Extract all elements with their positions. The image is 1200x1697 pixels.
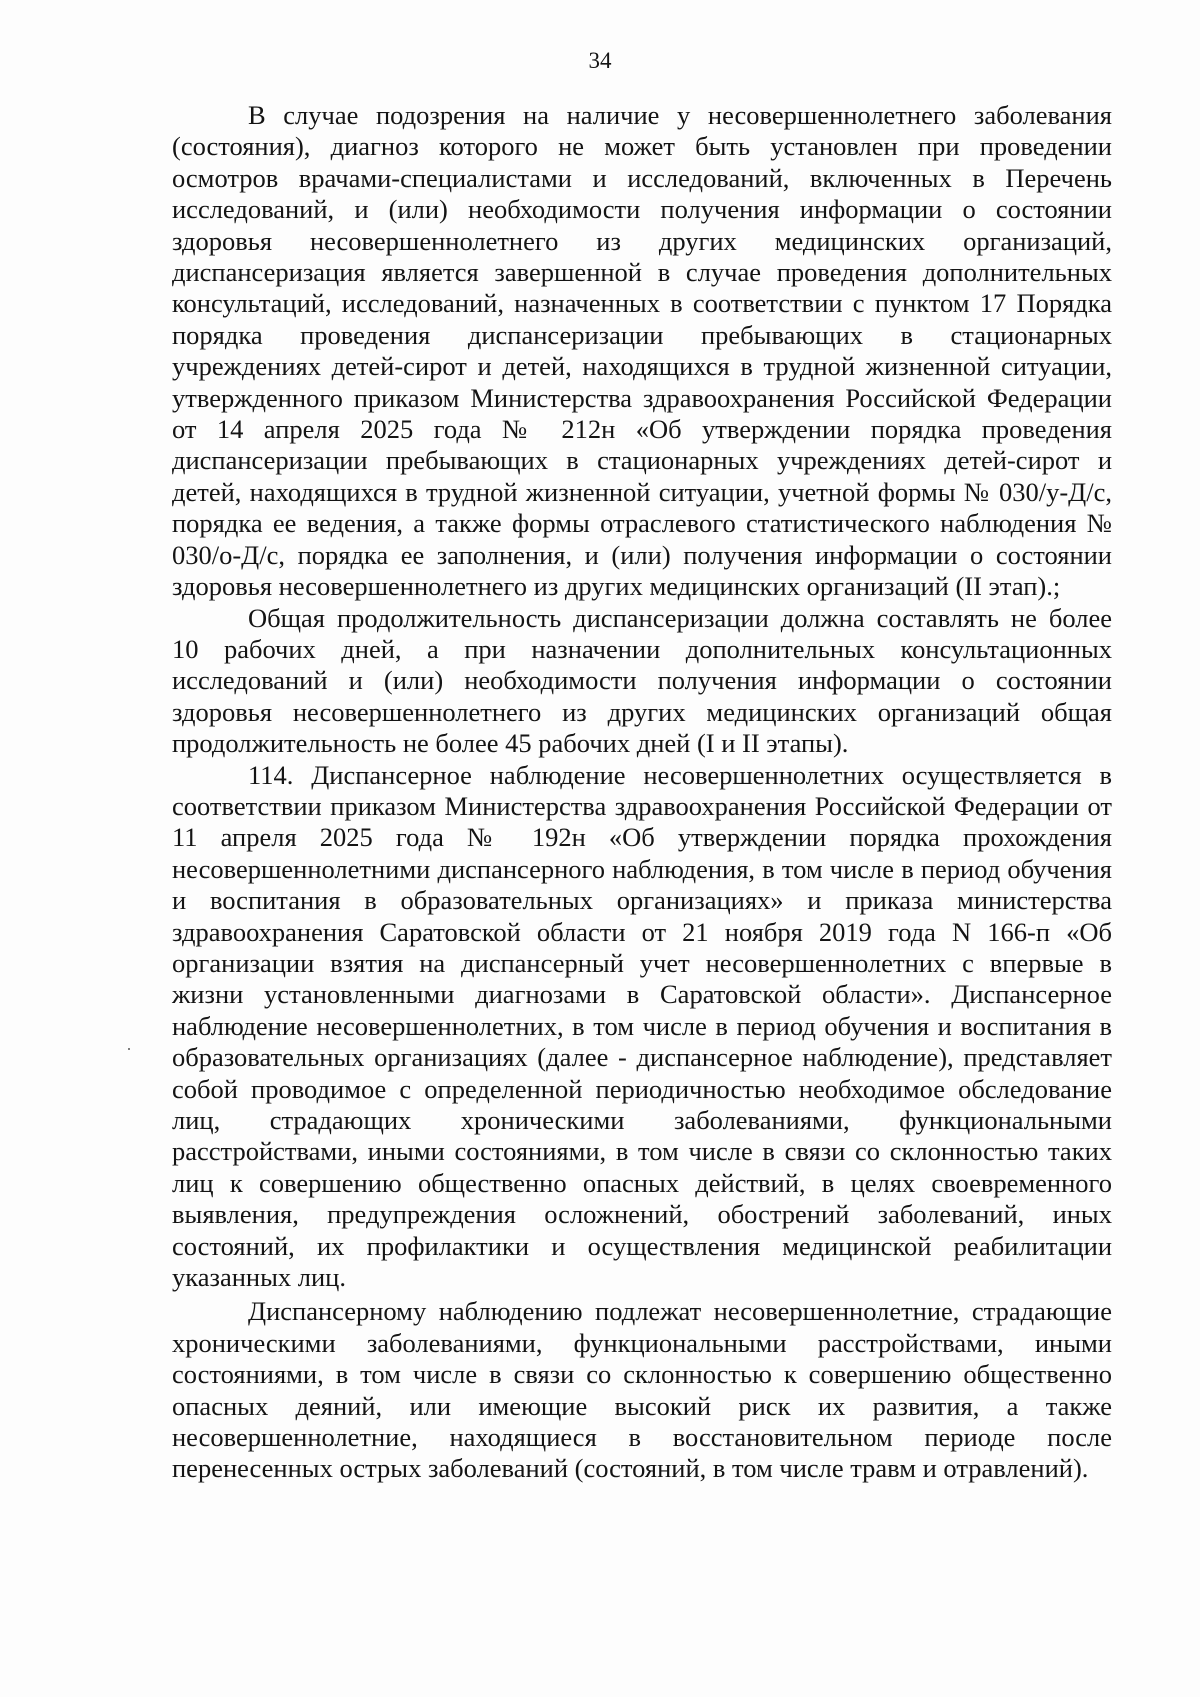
document-body xyxy=(172,100,1112,1485)
paragraph-item-114: 114. Диспансерное наблюдение несовершеннолетних осуществляется в соответствии приказом Министерства здравоохранения Российской Федерации от 11 апреля 2025 года № 192н «Об утверждении порядка прохождения несовершеннолетними диспансерного наблюдения, в том числе в период обучения и воспитания в образовательных организациях» и приказа министерства здравоохранения Саратовской области от 21 ноября 2019 года N 166-п «Об организации взятия на диспансерный учет несовершеннолетних с впервые в жизни установленными диагнозами в Саратовской области». Диспансерное наблюдение несовершеннолетних, в том числе в период обучения и воспитания в образовательных организациях (далее - диспансерное наблюдение), представляет собой проводимое с определенной периодичностью необходимое обследование лиц, страдающих хроническими заболеваниями, функциональными расстройствами, иными состояниями, в том числе в связи со склонностью таких лиц к совершению общественно опасных действий, в целях своевременного выявления, предупреждения осложнений, обострений заболеваний, иных состояний, их профилактики и осуществления медицинской реабилитации указанных лиц. xyxy=(172,759,1112,1293)
paragraph-observation-subjects: Диспансерному наблюдению подлежат несовершеннолетние, страдающие хроническими заболеваниями, функциональными расстройствами, иными состояниями, в том числе в связи со склонностью к совершению общественно опасных деяний, или имеющие высокий риск их развития, а также несовершеннолетние, находящиеся в восстановительном периоде после перенесенных острых заболеваний (состояний, в том числе травм и отравлений). xyxy=(172,1296,1112,1484)
paragraph-dispensary-duration: Общая продолжительность диспансеризации должна составлять не более 10 рабочих дней, а при назначении дополнительных консультационных исследований и (или) необходимости получения информации о состоянии здоровья несовершеннолетнего из других медицинских организаций общая продолжительность не более 45 рабочих дней (I и II этапы). xyxy=(172,602,1112,759)
page-number: 34 xyxy=(588,48,612,73)
paragraph-dispensary-completion: В случае подозрения на наличие у несовершеннолетнего заболевания (состояния), диагноз которого не может быть установлен при проведении осмотров врачами-специалистами и исследований, включенных в Перечень исследований, и (или) необходимости получения информации о состоянии здоровья несовершеннолетнего из других медицинских организаций, диспансеризация является завершенной в случае проведения дополнительных консультаций, исследований, назначенных в соответствии с пунктом 17 Порядка порядка проведения диспансеризации пребывающих в стационарных учреждениях детей-сирот и детей, находящихся в трудной жизненной ситуации, утвержденного приказом Министерства здравоохранения Российской Федерации от 14 апреля 2025 года № 212н «Об утверждении порядка проведения диспансеризации пребывающих в стационарных учреждениях детей-сирот и детей, находящихся в трудной жизненной ситуации, учетной формы № 030/у-Д/с, порядка ее ведения, а также формы отраслевого статистического наблюдения № 030/о-Д/с, порядка ее заполнения, и (или) получения информации о состоянии здоровья несовершеннолетнего из других медицинских организаций (II этап).; xyxy=(172,100,1112,602)
scan-artifact xyxy=(128,1048,130,1050)
